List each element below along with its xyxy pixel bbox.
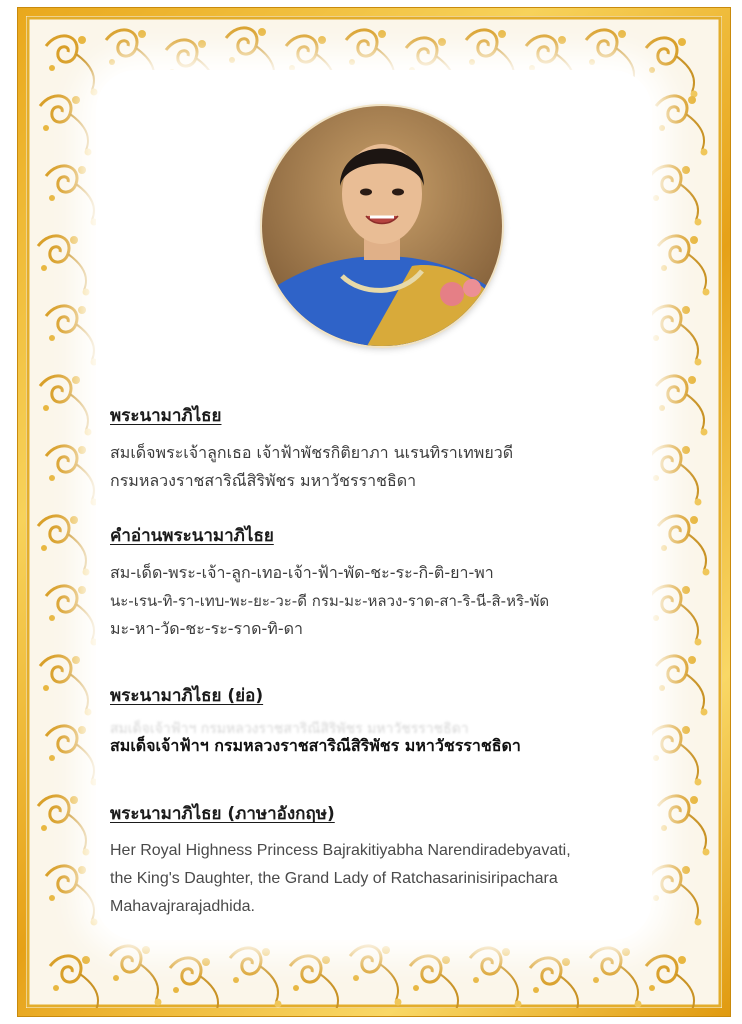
section-short-name	[110, 682, 670, 719]
pronunciation-line-2: นะ-เรน-ทิ-รา-เทบ-พะ-ยะ-วะ-ดี กรม-มะ-หลวง-ราด-สา-ริ-นี-สิ-หริ-พัด	[110, 592, 550, 610]
section-english-name	[110, 800, 670, 921]
pronunciation-line-3: มะ-หา-วัด-ชะ-ระ-ราด-ทิ-ดา	[110, 619, 303, 638]
pronunciation-heading: คำอ่านพระนามาภิไธย	[110, 526, 274, 546]
section-full-name	[110, 402, 670, 495]
english-name-line-1: Her Royal Highness Princess Bajrakitiyabha Narendiradebyavati,	[110, 842, 571, 859]
short-name-text: สมเด็จเจ้าฟ้าฯ กรมหลวงราชสาริณีสิริพัชร มหาวัชรราชธิดา	[110, 736, 521, 755]
faded-text-line: สมเด็จเจ้าฟ้าฯ กรมหลวงราชสาริณีสิริพัชร มหาวัชรราชธิดา	[110, 721, 469, 737]
short-name-block	[110, 734, 670, 759]
full-name-line-2: กรมหลวงราชสาริณีสิริพัชร มหาวัชรราชธิดา	[110, 471, 417, 490]
english-name-line-3: Mahavajrarajadhida.	[110, 898, 255, 915]
full-name-heading: พระนามาภิไธย	[110, 406, 222, 426]
english-name-heading: พระนามาภิไธย (ภาษาอังกฤษ)	[110, 804, 335, 824]
short-name-heading: พระนามาภิไธย (ย่อ)	[110, 686, 264, 706]
full-name-line-1: สมเด็จพระเจ้าลูกเธอ เจ้าฟ้าพัชรกิติยาภา นเรนทิราเทพยวดี	[110, 443, 514, 462]
pronunciation-line-1: สม-เด็ด-พระ-เจ้า-ลูก-เทอ-เจ้า-ฟ้า-พัด-ชะ-ระ-กิ-ติ-ยา-พา	[110, 563, 494, 582]
section-pronunciation	[110, 522, 670, 643]
english-name-line-2: the King's Daughter, the Grand Lady of Ratchasarinisiripachara	[110, 870, 558, 887]
royal-portrait-icon	[262, 106, 502, 346]
royal-portrait	[262, 106, 502, 346]
